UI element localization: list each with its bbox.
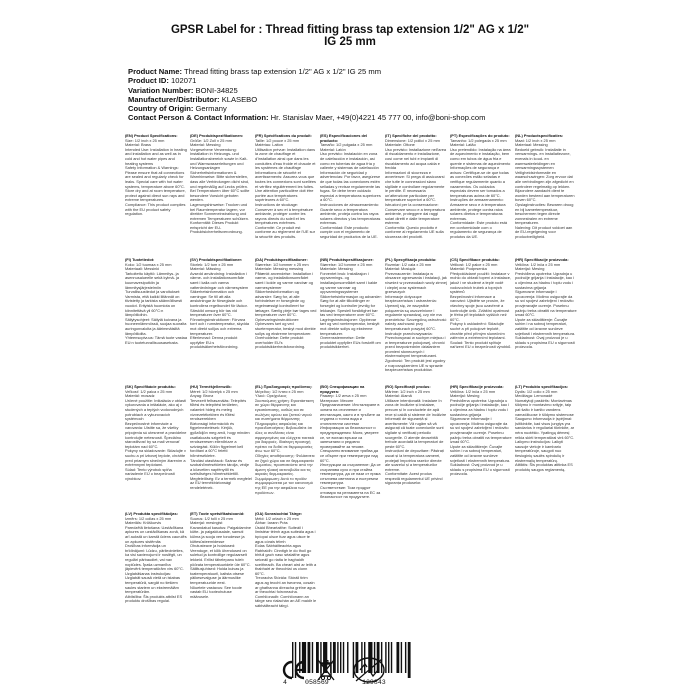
spec-line: Säilytysohjeet: Säilytä kuivana ja huoneenlämmössä, suojaa suoralta auringonvalolta ja äärimmäisiltä lämpötiloilta. — [125, 316, 187, 336]
spec-heading: (DE) Produktspezifikationen: — [190, 134, 244, 138]
spec-heading: (CS) Specifikace produktu: — [450, 258, 500, 262]
spec-line: Material: Brass — [125, 142, 151, 148]
spec-cell — [125, 134, 190, 258]
spec-line: Sukladnost: Ovaj proizvod je u skladu s propisima EU o sigurnosti proizvoda. — [450, 462, 510, 477]
spec-cell — [190, 258, 255, 385]
spec-cell — [320, 258, 385, 385]
spec-line: Určené použitie: Inštalácia v oblasti vykurovania a inštalácie, ako aj v studených a teplých vodovodných potrubiach a vykurovacích systémoch — [125, 397, 186, 422]
spec-line: Predviđena upotreba: Ugradnja u područje grijanja i instalacije, kao i u cijevima za hladnu i toplu vodu i sustavima grijanja — [515, 270, 575, 290]
spec-line: Nõuetele vastavus: See toode vastab ELi tooteohutuse määrusele. — [190, 584, 242, 599]
barcode-group-1: 058569 — [305, 679, 329, 686]
spec-heading: (HU) Termékjellemzők: — [190, 385, 232, 389]
spec-line: Instrucțiuni de depozitare: Păstrați uscat și la temperatura camerei, protejați împotriva razelor directe ale soarelui și a temperaturilor extreme. — [385, 448, 444, 472]
spec-cell — [255, 258, 320, 385]
spec-heading: (ES) Especificaciones del producto: — [320, 134, 368, 143]
spec-cell — [125, 258, 190, 385]
spec-line: Sikkerhetsinformasjon og advarsler: Sørg for at alle tilkoblinger er forseglet og kontroller jevnlig for lekkasjer. Spesiell forsiktighet bør tas ved temperaturer over 60°C. — [320, 293, 382, 318]
spec-heading: (LT) Produkto specifikacijos: — [515, 385, 569, 389]
spec-line: Suurus: 1/2 tolli x 25 mm — [190, 515, 233, 521]
spec-line: Lagerungshinweise: Trocken und bei Raumtemperatur lagern, vor direkter Sonneneinstrahlung und extremen Temperaturen schützen. — [190, 201, 249, 221]
spec-line: Veličina: 1/2 inča x 25 mm — [515, 261, 561, 267]
barcode-bar — [337, 642, 338, 673]
spec-line: Veličina: 1/2 inča x 25 mm — [450, 388, 496, 394]
spec-cell — [125, 385, 190, 512]
spec-line: Zgodność: Ten produkt jest zgodny z rozporządzeniem UE w sprawie bezpieczeństwa produktów. — [385, 358, 446, 373]
spec-line: Comhlíonadh: Comhlíonann an táirge seo rialachán an AE maidir le sábháilteacht táirgí. — [255, 593, 317, 608]
spec-heading: (GA) Sonraíochtaí Táirge: — [255, 512, 303, 516]
spec-cell — [450, 258, 515, 385]
ce-mark-icon — [282, 660, 306, 680]
spec-line: Izmērs: 1/2 collas x 25 mm — [125, 515, 172, 521]
barcode-bar — [347, 642, 348, 673]
spec-line: Veľkosť: 1/2 palca x 25 mm — [125, 388, 173, 394]
spec-line: Informații de siguranță și avertismente: Vă rugăm să vă asigurați că toate conexiunile sunt sigilate și verificați periodic scurgerile. O atenție deosebită trebuie acordată la temperaturi de peste 60°C. — [385, 416, 444, 449]
spec-line: Utilizare intenționată: Instalare în zona de încălzire și instalare, precum și în conductele de apă rece și caldă și sisteme de încălzire — [385, 397, 447, 417]
spec-line: Materiaal: Messing — [515, 142, 548, 148]
barcode-bar — [340, 642, 341, 673]
spec-line: Tamanho: 1/2 polegada x 25 mm — [450, 137, 507, 143]
spec-line: Bezpečnostní informace a varování: Ujistěte se prosím, že všechny spoje jsou uzavřené a kontrolujte únik. Zvláštní opatrnost je třeba při teplotách vyšších než 60°C. — [450, 293, 510, 322]
spec-line: Size: 1/2 inch x 25 mm — [125, 137, 165, 143]
spec-line: Dimensione: 1/2 pollici x 25 mm — [385, 137, 440, 143]
spec-line: Instrukcje przechowywania: Przechowywać w suchym miejscu i w temperaturze pokojowej, chronić przed bezpośrednim działaniem promieni słonecznych i ekstremalnymi temperaturami. — [385, 330, 446, 359]
spec-heading: (BG) Спецификации на продукта: — [320, 385, 365, 394]
spec-line: Instructions de stockage: Conserver à sec et à température ambiante, protéger contre les rayons directs du soleil et les températures extrêmes. — [255, 201, 313, 226]
spec-cell — [190, 134, 255, 258]
barcode-bar — [396, 642, 399, 673]
spec-line: Conformité: Ce produit est conforme au règlement de l'UE sur la sécurité des produits. — [255, 224, 315, 240]
spec-line: Säilitusjuhised: Hoida kuivas ja toatemperatuuril, kaitsta otsese päikesevalguse ja äärmuslike temperatuuride eest. — [190, 566, 245, 585]
spec-line: Saugumo informacija ir įspėjimai: Įsitikinkite, kad visos jungtys yra sandarios ir reguliariai tikrinkite, ar nėra nuotėkio. Ypatingą dėmesį reikia skirti temperatūrai virš 60°C. — [515, 416, 575, 440]
spec-line: Sicherheitsinformationen & Warnhinweise: Bitte sicherstellen, dass alle Verbindungen dicht sind, und regelmäßig auf Lecks prüfen. Bei Temperaturen über 60°C sollte besondere Vorsicht geboten werden. — [190, 169, 250, 203]
spec-line: Instruções de armazenamento: Armazene seco e à temperatura ambiente, protege contra raios solares diretos e temperaturas extremas. — [450, 197, 506, 221]
spec-line: Μέγεθος: 1/2 ίντσα x 25 mm — [255, 388, 304, 394]
spec-line: Förvaringsinstruktioner: Förvara torrt och i rumstemperatur, skydda mot direkt solljus och extrema temperaturer. — [190, 316, 250, 336]
spec-cell — [320, 134, 385, 258]
spec-line: Paredzētā lietošana: Uzstādīšana apkures un uzstādīšanas zonā, kā arī aukstā un karstā ūdens caurulēs un apkures sistēmās — [125, 524, 187, 544]
spec-line: Conformità: Questo prodotto è conforme al regolamento UE sulla sicurezza dei prodotti. — [385, 224, 444, 240]
spec-cell — [190, 512, 255, 639]
spec-line: Méid: 1/2 orlach x 25 mm — [255, 515, 299, 521]
spec-line: Předpokládané použití: Instalace v mohlo do oblasti topení a instalace, jakož i ve studené a teplé vodě vodovodních trubek a topných systémů — [450, 270, 511, 295]
spec-cell — [515, 134, 580, 258]
barcode-bar — [408, 642, 411, 678]
spec-line: Предназначение: Инсталиране в зоната на отопление и инсталация, както и в тръбите за студена и топла вода и отоплителни системи — [320, 402, 381, 426]
spec-heading: (DA) Produktspecifikationer: — [255, 258, 308, 262]
barcode-bar — [391, 642, 392, 673]
spec-line: Πληροφορίες ασφαλείας και προειδοποιήσεις: Βεβαιωθείτε ότι όλες οι συνδέσεις είναι σφραγισμένες και ελέγχετε τακτικά για διαρροές. Ιδιαίτερη προσοχή πρέπει να δοθεί σε θερμοκρασίες άνω των 60°C. — [255, 420, 315, 454]
spec-line: Predviđena upotreba: Ugradnja u područje grijanja i instalacije, kao i u cijevima za hladnu i toplu vodu i sustavima grijanja — [450, 397, 510, 417]
spec-line: Bedoeld gebruik: Installatie in verwarmings- en installatiezone, evenals in koud- en warmwaterleidingen en verwarmingssystemen — [515, 146, 571, 171]
spec-line: Material: Latón — [320, 146, 346, 152]
spec-line: Megfelelőség: Ez a termék megfelel az EU termékbiztonsági rendeletének. — [190, 475, 252, 491]
spec-line: Opslaginstructies: Bewaren droog en bij kamertemperatuur, beschermen tegen directe zonnestralen en extreme temperaturen. — [515, 201, 574, 226]
spec-line: Bezpečnostné informácie a varovania: Uistite sa, že všetky pripojenia sú utesnené a pravidelne kontrolujte netesnosti. Špeciálnu starostlivosť by sa mali venovať teplotám nad 60°C. — [125, 420, 187, 449]
spec-line: Informations de sécurité et avertissements: Assurez-vous que toutes les connexions sont scellées et vérifiez régulièrement les fuites. Une attention particulière doit être portée aux températures supérieures à 60°C. — [255, 169, 316, 203]
spec-line: Drošības informācija un brīdinājumi: Lūdzu, pārliecinieties, ka visi savienojumi ir noslēgti, un regulāri pārbaudiet, vai nav noplūdes. Īpaša uzmanība jāpievērš temperatūrām virs 60°C. — [125, 543, 184, 572]
spec-line: Conformidade: Este produto está em conformidade com o regulamento de segurança de produtos da UE. — [450, 220, 508, 240]
barcode-left-digit: 4 — [283, 679, 287, 686]
spec-line: Размер: 1/2 инча x 25 mm — [320, 393, 367, 399]
spec-line: Konformität: Dieses Produkt entspricht der EU-Produktsicherheitsverordnung. — [190, 220, 243, 235]
barcode-bar — [312, 642, 313, 673]
barcode-bar — [405, 642, 406, 673]
page-title — [0, 24, 700, 48]
spec-line: Συμμόρφωση: Αυτό το προϊόν συμμορφώνεται με τον κανονισμό της ΕΕ για την ασφάλεια των προϊόντων. — [255, 475, 313, 495]
spec-cell — [385, 258, 450, 385]
spec-line: Ábhar: Iarann Prás — [255, 520, 288, 526]
spec-line: Naleving: Dit product voldoet aan de EU-regelgeving voor productveiligheid. — [515, 224, 573, 240]
spec-line: Méret: 1/2 hüvelyk x 25 mm — [190, 388, 238, 394]
spec-line: Οδηγίες αποθήκευσης: Φυλάσσετε σε ξηρό χώρο και σε θερμοκρασία δωματίου, προστατεύστε από την άμεση ηλιακή ακτινοβολία και τις ακραίες θερμοκρασίες. — [255, 452, 315, 477]
spec-line: Størrelse: 1/2 tommer x 25 mm — [255, 261, 309, 267]
spec-line: Инструкции за съхранение: Да се съхранява сухо и при стайна температура, да се пази от пряка слънчева светлина и екстремни температури. — [320, 462, 381, 486]
spec-line: Treoracha Stórála: Stóráil tirim agus ag teocht an tseomra, cosain ar ghathanna díreacha gréine agus ar theochtaí foircneacha. — [255, 575, 316, 595]
spec-cell — [255, 512, 320, 639]
spec-line: Turvallisuustiedot ja varoitukset: Varmista, että kaikki liitännät on tiivistetty ja tarkista säännöllisesti vuodot. Erityistä huomiota on kiinnitettävä yli 60°C:n lämpötiloihin. — [125, 289, 183, 318]
spec-cell — [320, 385, 385, 512]
spec-line: Pokyny na skladovanie: Skladujte v suchu a pri izbovej teplote, chráňte pred priamym slnečným žiarením a extrémnymi teplotami. — [125, 448, 186, 468]
spec-line: Pokyny k uskladnění: Skladujte suché a při pokojové teplotě, chraňte před přímým slunečním zářením a extrémními teplotami. — [450, 321, 506, 341]
spec-line: Matériau: Laiton — [255, 142, 283, 148]
spec-line: Tarkoitettu käyttö: Lämmitys- ja asennusalueelle sekä kylmä- ja kuumavesiputkiin ja lämmitysjärjestelmiin — [125, 270, 180, 290]
spec-line: Intended Use: Installation in heating and installation and as well as in cold and hot water pipes and heating systems — [125, 146, 187, 166]
spec-line: Materiale: Ottone — [385, 142, 415, 148]
spec-line: Conformitate: Acest produs respectă regulamentul UE privind siguranța produselor. — [385, 471, 443, 486]
spec-line: Størrelse: 1/2 tomme x 25 mm — [320, 261, 373, 267]
spec-line: Utilisation prévue: Installation dans la zone de chauffage et d'installation ainsi que dans les conduites d'eau froide et chaude et les systèmes de chauffage — [255, 146, 316, 171]
spec-line: Anyag: Bronz — [190, 393, 214, 399]
spec-heading: (ET) Toote spetsifikatsioonid: — [190, 512, 245, 516]
spec-line: Tárolási utasítások: Száraz és szobahőmérsékleten tárolja, védje a közvetlen napfénytől és szélsőséges hőmérséklettől. — [190, 457, 250, 477]
spec-line: Informazioni di sicurezza e avvertenze: Si prega di assicurarsi che tutte le connessioni siano sigillate e controllare regolarmente le perdite. È necessaria un'attenzione particolare per temperature superiori a 60°C. — [385, 169, 445, 203]
info-row-product-name: Product Name: Thread fitting brass tap extension 1/2" AG x 1/2" IG 25 mm — [128, 67, 382, 76]
spec-line: Sukladnost: Ovaj proizvod je u skladu s propisima EU o sigurnosti proizvoda. — [515, 335, 575, 350]
spec-line: Laikymo instrukcijos: Laikyti sausoje vietoje ir kambario temperatūroje, saugoti nuo tiesioginių saulės spindulių ir ekstremalių temperatūrų. — [515, 439, 565, 463]
spec-cell — [450, 134, 515, 258]
spec-line: Uso pretendido: Instalação na área de aquecimento e instalação, bem como em tubos de água fria e quente e sistemas de aquecimento — [450, 146, 511, 166]
spec-line: Material: Alamă — [385, 393, 412, 399]
spec-line: Kavandatud kasutus: Paigaldamine kütte- ja paigaldusalale, samuti külma ja sooja vee torudesse ja küttesüsteemidesse — [190, 524, 251, 544]
spec-heading: (FR) Spécifications du produit: — [255, 134, 312, 138]
spec-heading: (IT) Specifiche del prodotto: — [385, 134, 437, 138]
spec-line: Materijal: Mesing — [515, 266, 545, 272]
spec-line: Sikkerhedsinformation og advarsler: Sørg for, at alle forbindelser er forseglede og regelmæssigt kontrolleret for lækager. Særlig pleje bør tages ved temperaturer over 60°C. — [255, 289, 317, 318]
spec-line: Soulad: Tento produkt splňuje nařízení EU o bezpečnosti výrobků. — [450, 339, 512, 350]
spec-heading: (HR) Specifikacije proizvoda: — [515, 258, 569, 262]
title-line-1: GPSR Label for : Thread fitting brass tap extension 1/2" AG x 1/2" — [170, 24, 530, 36]
spec-heading: (NL) Productspecificaties: — [515, 134, 564, 138]
product-info-block — [128, 67, 485, 123]
spec-line: Materiāls: Krūškurvis — [125, 520, 162, 526]
spec-line: Przeznaczenie: Instalacja w obszarze ogrzewania i instalacji, jak również w przewodach wody zimnej i ciepłej oraz systemach grzewczych — [385, 270, 447, 295]
spec-line: Maat: 1/2 inch x 25 mm — [515, 137, 556, 143]
spec-heading: (PT) Especificações do produto: — [450, 134, 510, 138]
title-line-2: IG 25 mm — [324, 36, 376, 48]
spec-line: Safety Information & Warnings: Please ensure that all connections are sealed and regularly check for leaks. Special care with hot water systems, temperature above 60°C. Store dry and at room temperature, protect against direct sun rays and extreme temperatures. — [125, 165, 186, 203]
spec-line: Atbilstība: Šis produkts atbilst ES produktu drošības regulai. — [125, 593, 183, 604]
spec-line: Σκοπούμενη χρήση: Εγκατάσταση σε χώρο θέρμανσης και εγκατάστασης, καθώς και σε σωλήνες κρύου και ζεστού νερού και συστήματα θέρμανσης — [255, 397, 314, 422]
spec-line: Yhteensopivuus: Tämä tuote vastaa EU:n tuoteturvallisuusasetusta. — [125, 335, 188, 345]
spec-line: Úsáid Bheartaithe: Suiteáil i limistéar téimh agus suiteála agus i bpíopaí uisce fuar agus uisce te agus córais téimh — [255, 524, 316, 544]
spec-line: Mărime: 1/2 inch x 25 mm — [385, 388, 430, 394]
spec-line: Forventet bruk: Installasjon i oppvarmings- og installasjonsområdet samt i kalde og varme vannrør og oppvarmingssystemer — [320, 270, 378, 295]
spec-heading: (SV) Produktspecifikationer: — [190, 258, 243, 262]
spec-line: Materiál: Podprsenka — [450, 266, 487, 272]
spec-line: Conformidad: Este producto cumple con el reglamento de seguridad de productos de la UE. — [320, 224, 378, 240]
spec-cell — [515, 385, 580, 512]
spec-line: Efterlevnad: Denna produkt uppfyller EU:s produktsäkerhetsförordning. — [190, 335, 239, 350]
spec-line: Atitiktis: Šis produktas atitinka ES produktų saugos reglamentą. — [515, 462, 573, 472]
spec-line: Rozmiar: 1/2 cala x 25 mm — [385, 261, 432, 267]
spec-line: Tervezett felhasználás: Telepítés fűtési és telepítési területen, valamint hideg és meleg vízvezetékekben és fűtési rendszerekben — [190, 397, 247, 422]
spec-line: Material: Latão — [450, 142, 476, 148]
spec-line: Velikost: 1/2 palce x 25 mm — [450, 261, 498, 267]
spec-line: Ohutusteave ja hoiatused: Veenduge, et kõik ühendused on suletud ja kontrollige regulaarselt lekkeid. Erilist tähelepanu tuleb pöörata temperatuuridele üle 60°C. — [190, 543, 251, 567]
spec-heading: (PL) Specyfikacja produktu: — [385, 258, 437, 262]
spec-line: Påtænkt anvendelse: Installation i varme- og installationsområdet samt i kolde og varme vandrør og varmesystemer — [255, 270, 314, 290]
weee-crossed-bin-icon — [316, 658, 336, 682]
spec-line: Opbevaringsinstruktioner: Opbevares tørt og ved stuetemperatur, beskyt mod direkte sollys og ekstreme temperaturer. — [255, 316, 316, 336]
spec-cell — [515, 258, 580, 385]
spec-line: Materiál: mosadz — [125, 393, 155, 399]
info-row-contact: Contact Person & Contact Information: Hr. Stanislav Maer, +49(0)4221 45 777 00, info@boni-shop.com — [128, 113, 486, 123]
spec-line: Uzglabāšanas instrukcijas: Uzglabāt sausā vietā un istabas temperatūrā, sargāt no tiešiem saules stariem un ekstremālām temperatūrām. — [125, 570, 180, 595]
spec-cell — [450, 385, 515, 512]
spec-line: Materiaali: Messinki — [125, 266, 160, 272]
spec-line: Overensstemmelse: Dette produktet oppfyller EUs forskrift om produktsikkerhet. — [320, 335, 381, 350]
spec-line: Istruzioni per la conservazione: Conservare secco e a temperatura ambiente, proteggere dai raggi solari diretti e dalle temperature estreme. — [385, 201, 445, 226]
spec-line: Material: Messing — [190, 142, 221, 148]
spec-line: Instrucciones de almacenamiento: Guarde seco a temperatura ambiente, proteja contra los rayos solares directos y las temperaturas extremas. — [320, 201, 381, 226]
barcode-group-2: 129843 — [362, 679, 386, 686]
spec-line: Tamaño: 1/2 pulgada x 25 mm — [320, 142, 373, 148]
spec-line: Informacje dotyczące bezpieczeństwa i ostrzeżenia: Upewnij się, że wszystkie połączenia są uszczelnione i regularnie sprawdzaj, czy nie ma przecieków. Szczególną ostrożność należy zachować przy temperaturach powyżej 60°C. — [385, 293, 447, 331]
spec-line: Avsedd användning: Installation i värme- och installationsområde samt i kalla och varma vattenledningar och värmesystem — [190, 270, 249, 290]
spec-line: Материал: Месинг — [320, 397, 354, 403]
spec-heading: (FI) Tuotetiedot: — [125, 258, 155, 262]
info-row-country-of-origin: Country of Origin: Germany — [128, 104, 227, 114]
spec-line: Größe: 1/2 Zoll x 25 mm — [190, 137, 232, 143]
spec-line: Materiał: Mosiądz — [385, 266, 416, 272]
spec-line: Materjal: mesingist — [190, 520, 223, 526]
spec-grid — [125, 134, 580, 639]
barcode-bar — [343, 642, 344, 673]
spec-line: Upute za skladištenje: Čuvajte suhim i na sobnoj temperaturi, zaštitite od izravne sunčeve svjetlosti i ekstremnih temperatura. — [515, 316, 576, 336]
spec-heading: (RO) Specificații produs: — [385, 385, 431, 389]
spec-line: Vorgesehene Verwendung: Installation in Heizungs- und Installationsbereich sowie in Kalt- und Warmwasserleitungen und Heizungsanlagen — [190, 146, 248, 171]
spec-cell — [385, 385, 450, 512]
spec-line: Overholdelse: Dette produkt overholder EU's produktsikkerhedsforordning. — [255, 335, 306, 350]
spec-cell — [385, 134, 450, 258]
spec-line: Upute za skladištenje: Čuvajte suhim i na sobnoj temperaturi, zaštitite od izravne sunčeve svjetlosti i ekstremnih temperatura. — [450, 443, 511, 463]
recycling-info-icon — [352, 656, 386, 684]
spec-cell — [125, 512, 190, 639]
spec-heading: (EL) Προδιαγραφές προϊόντος: — [255, 385, 313, 389]
spec-heading: (HR) Specifikacije proizvoda: — [450, 385, 504, 389]
spec-line: Sigurnosne informacije i upozorenja: Molimo osigurajte da su svi spojevi zabrtvljeni i redovito provjeravajte curenje. Posebnu pažnju treba obratiti na temperature iznad 60°C. — [515, 289, 577, 318]
spec-line: Sigurnosne informacije i upozorenja: Molimo osigurajte da su svi spojevi zabrtvljeni i redovito provjeravajte curenje. Posebnu pažnju treba obratiti na temperature iznad 60°C. — [450, 416, 512, 445]
spec-line: Numatytoji paskirtis: Montavimas šildymo ir montavimo srityje, taip pat šalto ir karšto vandens vamzdžiuose ir šildymo sistemose — [515, 397, 574, 417]
spec-line: Uso previsto: Instalación en zona de calefacción e instalación, así como en tuberías de agua fría y caliente y sistemas de calefacción — [320, 151, 379, 171]
spec-line: Taille: 1/2 pouce x 25 mm — [255, 137, 300, 143]
spec-line: Compliance: This product complies with the EU product safety regulation. — [125, 201, 186, 217]
spec-line: Koko: 1/2 tuumaa x 25 mm — [125, 261, 172, 267]
spec-line: Biztonsági információk és figyelmeztetések: Kérjük, győződjön meg arról, hogy minden csatlakozás szigetelt és rendszeresen ellenőrizze a szivárgást. Külön figyelmet kell fordítani a 60°C feletti hőmérsékletre. — [190, 420, 250, 458]
spec-line: Uso previsto: Installazione nell'area di riscaldamento e installazione, così come nei tubi e impianti di riscaldamento ad acqua calda e fredda — [385, 146, 447, 171]
spec-line: Materijal: Mesing — [450, 393, 480, 399]
spec-line: Lagringsinstruksjoner: Oppbevar tørt og ved romtemperatur, beskytt mot direkte sollys og ekstreme temperaturer. — [320, 316, 380, 336]
spec-line: Υλικό: Ορείχαλκος — [255, 393, 287, 399]
barcode-bar — [401, 642, 402, 673]
spec-line: Material: Mässing — [190, 266, 221, 272]
spec-line: Veiligheidsinformatie en waarschuwingen: Zorg ervoor dat alle verbindingen zijn afgedicht en controleer regelmatig op lekken. Bijzondere aandacht dient te worden besteed aan temperaturen boven 60°C. — [515, 169, 575, 203]
spec-cell — [255, 385, 320, 512]
spec-heading: (SK) Špecifikácie produktu: — [125, 385, 176, 389]
barcode-bar — [388, 642, 389, 673]
barcode-bar — [308, 642, 311, 673]
spec-line: Materiale: Messing messing — [255, 266, 304, 272]
spec-line: Съответствие: Този продукт отговаря на регламента на ЕС за безопасност на продуктите. — [320, 485, 381, 500]
spec-cell — [190, 385, 255, 512]
info-row-variation-number: Variation Number: BONI-34825 — [128, 85, 238, 95]
spec-line: Súlad: Tento výrobok spĺňa nariadenie EÚ o bezpečnosti výrobkov. — [125, 466, 175, 481]
spec-line: Información de seguridad y advertencias: Por favor, asegúrese de que todas las conexiones estén selladas y revisar regularmente las fugas. Se debe tener cuidado especial a temperaturas superiores a 60°C. — [320, 169, 381, 203]
spec-line: Materiale: Messing — [320, 266, 353, 272]
spec-line: Medžiaga: Lemonadė — [515, 393, 553, 399]
spec-line: Storlek: 1/2 tum x 25 mm — [190, 261, 234, 267]
spec-line: Eolas Sábháilteachta agus Rabhaidh: Cinntigh le do thoil go bhfuil gach nasc séalaithe agus seiceáil go rialta le haghaidh sceitheadh. Ba cheart aird ar leith a thabhairt ar theochtaí os cionn 60°C. — [255, 543, 317, 576]
info-row-product-id: Product ID: 102071 — [128, 76, 197, 86]
spec-heading: (LV) Produkta specifikācijas: — [125, 512, 178, 516]
spec-heading: (EN) Product Specifications: — [125, 134, 178, 138]
spec-line: Informações de segurança e avisos: Certifique-se de que todas as conexões estão seladas e verifique regularmente quanto a vazamentos. Os cuidados especiais devem ser tomados a temperaturas acima de 60°C. — [450, 165, 509, 198]
spec-line: Dydis: 1/2 colio x 25 mm — [515, 388, 558, 394]
spec-heading: (NB) Produktspesifikasjoner: — [320, 258, 374, 262]
spec-cell — [255, 134, 320, 258]
info-row-manufacturer: Manufacturer/Distributor: KLASEBO — [128, 94, 258, 104]
spec-line: Информация за безопасност и предупреждения: Моля, уверете се, че всички връзки са запечатани и редовно проверявайте за течове. Специално внимание трябва да се обърне при температури над 60°C. — [320, 425, 379, 463]
spec-line: Säkerhetsinformation och varningar: Se till att alla anslutningar är förseglade och kontrollera regelbundet för läckor. Särskild omsorg bör tas vid temperaturer över 60°C. — [190, 289, 248, 318]
